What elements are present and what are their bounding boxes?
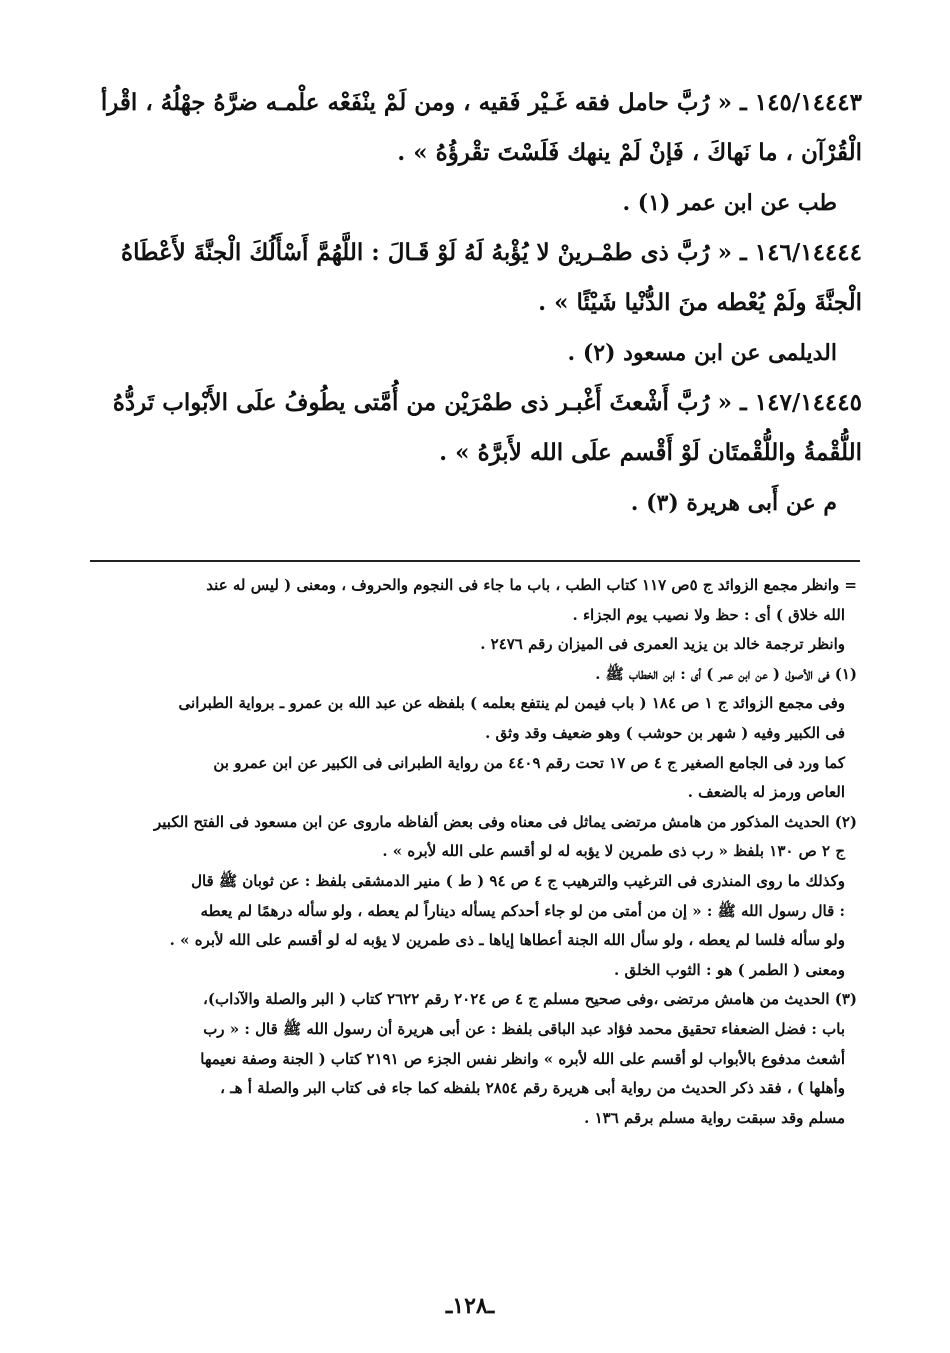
footnote-line: ومعنى ( الطمر ) هو : الثوب الخلق . (614, 960, 845, 979)
footnote-line: : قال رسول الله ﷺ : « إن من أمتى من لو جاء أحدكم يسأله ديناراً لم يعطه ، ولو سأله درهمًا لم يعطه (200, 901, 845, 920)
hadith-2-line-1: ١٤٦/١٤٤٤٤ ـ « رُبَّ ذى طمْـرينْ لا يُؤْبهُ لَهُ لَوْ قَـالَ : اللَّهُمَّ أَسْأَلُكَ الْجنَّةَ لأَعْطَاهُ (121, 239, 862, 266)
hadith-3-line-2: اللُّقْمةُ واللُّقْمتَان لَوْ أَقْسم علَى الله لأَبرَّهُ » . (439, 439, 862, 466)
hadith-1-line-2: الْقُرْآن ، ما نَهاكَ ، فَإنْ لَمْ ينهك فَلَسْتَ تقْرؤُهُ » . (397, 139, 862, 166)
footnote-line: العاص ورمز له بالضعف . (687, 783, 845, 802)
footnote-line: باب : فضل الضعفاء تحقيق محمد فؤاد عبد الباقى بلفظ : عن أبى هريرة أن رسول الله ﷺ قال : « رب (203, 1019, 845, 1038)
footnote-line: أشعث مدفوع بالأبواب لو أقسم على الله لأبره » وانظر نفس الجزء ص ٢١٩١ كتاب ( الجنة وصفة نعيمها (200, 1049, 845, 1068)
footnote-line: الله خلاق ) أى : حظ ولا نصيب يوم الجزاء . (572, 605, 845, 624)
hadith-1-line-1: ١٤٥/١٤٤٤٣ ـ « رُبَّ حامل فقه غَـيْر فَقيه ، ومن لَمْ ينْفَعْه علْمـه ضرَّهُ جهْلُهُ ، اقْرأ (100, 89, 862, 116)
hadith-2-source: الديلمى عن ابن مسعود (٢) . (567, 340, 837, 366)
footnote-line: وكذلك ما روى المنذرى فى الترغيب والترهيب ج ٤ ص ٩٤ ( ط ) منير الدمشقى بلفظ : عن ثوبان ﷺ قال (191, 871, 845, 890)
hadith-1-source: طب عن ابن عمر (١) . (622, 190, 837, 216)
footnote-line: وأهلها ) ، فقد ذكر الحديث من رواية أبى هريرة رقم ٢٨٥٤ بلفظه كما جاء فى كتاب البر والصلة أ هـ ، (220, 1079, 845, 1098)
footnotes-section (87, 571, 857, 1133)
footnote-line: (٣) الحديث من هامش مرتضى ،وفى صحيح مسلم ج ٤ ص ٢٠٢٤ رقم ٢٦٢٢ كتاب ( البر والصلة والآداب)، (203, 990, 857, 1009)
hadith-2-line-2: الْجنَّةَ ولَمْ يُعْطه منَ الدُّنْيا شَيْئًا » . (538, 289, 862, 316)
footnote-line: وفى مجمع الزوائد ج ١ ص ١٨٤ ( باب فيمن لم ينتفع بعلمه ) بلفظه عن عبد الله بن عمرو ـ برواية الطبرانى (178, 694, 845, 713)
footnote-line: كما ورد فى الجامع الصغير ج ٤ ص ١٧ تحت رقم ٤٤٠٩ من رواية الطبرانى فى الكبير عن ابن عمرو بن (213, 753, 845, 772)
hadith-section (87, 78, 862, 528)
footnote-line: مسلم وقد سبقت رواية مسلم برقم ١٣٦ . (584, 1108, 845, 1127)
footnote-line: = وانظر مجمع الزوائد ج ٥ص ١١٧ كتاب الطب ، باب ما جاء فى النجوم والحروف ، ومعنى ( ليس له عند (206, 576, 857, 594)
footnote-line: ولو سأله فلسا لم يعطه ، ولو سأل الله الجنة أعطاها إياها ـ ذى طمرين لا يؤبه له لو أقسم على الله لأبره » . (169, 931, 845, 950)
footnote-line: وانظر ترجمة خالد بن يزيد العمرى فى الميزان رقم ٢٤٧٦ . (480, 635, 845, 654)
hadith-3-line-1: ١٤٧/١٤٤٤٥ ـ « رُبَّ أَشْعثَ أَغْبـر ذى طمْرَيْن من أُمَّتى يطُوفُ علَى الأَبْواب تَردُّهُ (112, 389, 862, 416)
page-number: ـ١٢٨ـ (445, 1293, 495, 1319)
footnote-line: فى الكبير وفيه ( شهر بن حوشب ) وهو ضعيف وقد وثق . (485, 723, 845, 742)
footnote-line: (١) فى الأصول ( عن ابن عمر ) أى : ابن الخطاب ﷺ . (595, 664, 857, 683)
hadith-3-source: م عن أَبى هريرة (٣) . (630, 490, 837, 516)
footnote-separator (90, 560, 860, 562)
footnote-line: (٢) الحديث المذكور من هامش مرتضى يماثل فى معناه وفى بعض ألفاظه ماروى عن ابن مسعود فى الفتح الكبير (153, 812, 857, 831)
footnote-line: ج ٢ ص ١٣٠ بلفظ « رب ذى طمرين لا يؤبه له لو أقسم على الله لأبره » . (382, 842, 845, 861)
